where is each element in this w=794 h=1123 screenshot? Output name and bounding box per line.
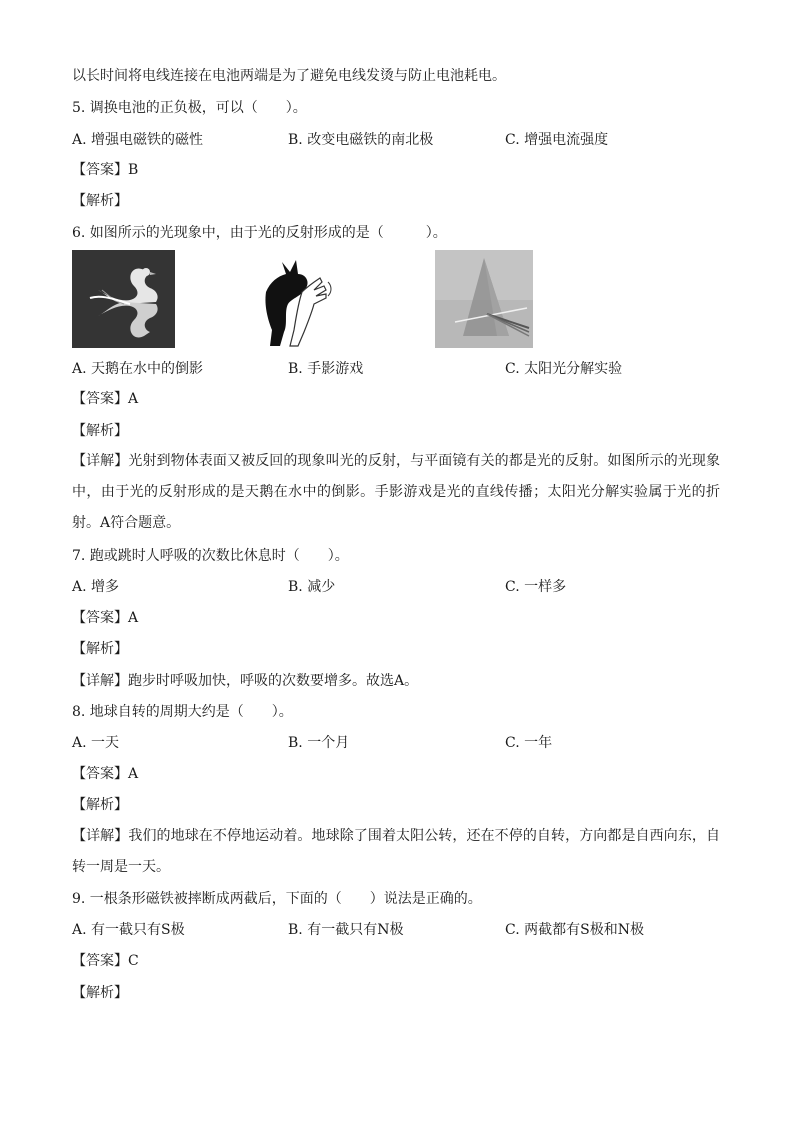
question-7-option-c: C. 一样多 (505, 579, 567, 595)
question-6-detail: 【详解】光射到物体表面又被反回的现象叫光的反射，与平面镜有关的都是光的反射。如图所示的光现象中，由于光的反射形成的是天鹅在水中的倒影。手影游戏是光的直线传播；太阳光分解实验属于光的折射。A符合题意。 (72, 453, 720, 531)
question-6-option-b: B. 手影游戏 (288, 361, 364, 377)
hand-shadow-image (262, 252, 348, 348)
question-7-detail: 【详解】跑步时呼吸加快，呼吸的次数要增多。故选A。 (72, 673, 419, 689)
question-8-stem: 8. 地球自转的周期大约是（ ）。 (72, 704, 293, 720)
swan-reflection-image (72, 250, 175, 348)
question-6-option-a: A. 天鹅在水中的倒影 (72, 361, 204, 377)
question-9-analysis: 【解析】 (72, 985, 128, 1001)
question-8-option-b: B. 一个月 (288, 735, 350, 751)
prism-dispersion-image (435, 250, 533, 348)
question-9-answer: 【答案】C (72, 953, 139, 969)
question-9-stem: 9. 一根条形磁铁被摔断成两截后，下面的（ ）说法是正确的。 (72, 891, 482, 907)
question-5-option-a: A. 增强电磁铁的磁性 (72, 132, 204, 148)
question-7-answer: 【答案】A (72, 610, 139, 626)
question-6-analysis: 【解析】 (72, 423, 128, 439)
question-6-stem: 6. 如图所示的光现象中，由于光的反射形成的是（ ）。 (72, 225, 447, 241)
question-8-option-c: C. 一年 (505, 735, 553, 751)
intro-line: 以长时间将电线连接在电池两端是为了避免电线发烫与防止电池耗电。 (72, 68, 506, 84)
question-8-answer: 【答案】A (72, 766, 139, 782)
question-7-analysis: 【解析】 (72, 641, 128, 657)
question-7-stem: 7. 跑或跳时人呼吸的次数比休息时（ ）。 (72, 548, 349, 564)
question-9-option-c: C. 两截都有S极和N极 (505, 922, 644, 938)
question-5-stem: 5. 调换电池的正负极，可以（ ）。 (72, 100, 307, 116)
question-5-analysis: 【解析】 (72, 193, 128, 209)
question-6-answer: 【答案】A (72, 391, 139, 407)
question-7-option-b: B. 减少 (288, 579, 336, 595)
question-9-option-b: B. 有一截只有N极 (288, 922, 404, 938)
question-5-option-b: B. 改变电磁铁的南北极 (288, 132, 434, 148)
question-5-option-c: C. 增强电流强度 (505, 132, 609, 148)
question-8-option-a: A. 一天 (72, 735, 120, 751)
question-9-option-a: A. 有一截只有S极 (72, 922, 185, 938)
question-8-detail: 【详解】我们的地球在不停地运动着。地球除了围着太阳公转，还在不停的自转，方向都是自西向东，自转一周是一天。 (72, 828, 720, 875)
question-8-analysis: 【解析】 (72, 797, 128, 813)
question-5-answer: 【答案】B (72, 162, 139, 178)
question-6-option-c: C. 太阳光分解实验 (505, 361, 623, 377)
question-7-option-a: A. 增多 (72, 579, 120, 595)
